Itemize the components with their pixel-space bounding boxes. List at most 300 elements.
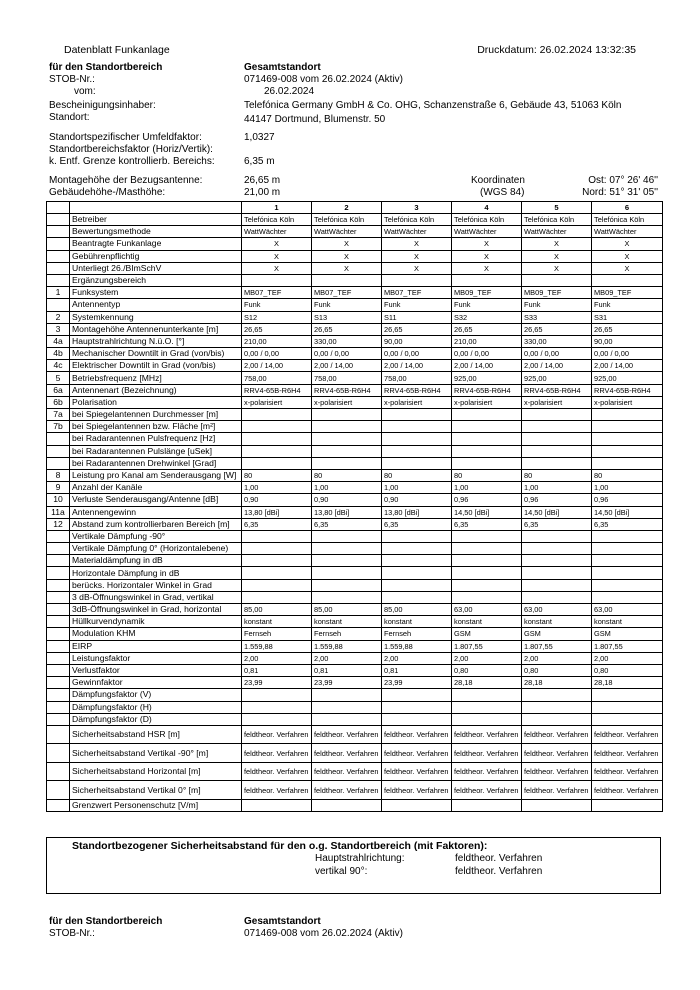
table-row xyxy=(47,396,663,408)
data-cell: WattWächter xyxy=(242,226,312,238)
row-label: Unterliegt 26./BImSchV xyxy=(70,262,242,274)
row-number xyxy=(47,238,70,250)
data-cell: Funk xyxy=(382,299,452,311)
data-cell xyxy=(382,445,452,457)
data-cell xyxy=(452,457,522,469)
row-number: 6a xyxy=(47,384,70,396)
data-cell xyxy=(522,543,592,555)
data-cell: konstant xyxy=(522,616,592,628)
data-cell: 0,00 / 0,00 xyxy=(382,348,452,360)
summary-vertical-value: feldtheor. Verfahren xyxy=(455,866,543,877)
data-cell: 758,00 xyxy=(382,372,452,384)
header-num-cell xyxy=(47,202,70,214)
antenna-data-table xyxy=(46,201,663,812)
header-label-cell xyxy=(70,202,242,214)
row-number: 7a xyxy=(47,409,70,421)
data-cell: S12 xyxy=(242,311,312,323)
data-cell xyxy=(242,689,312,701)
row-label: bei Radarantennen Pulslänge [uSek] xyxy=(70,445,242,457)
data-cell: 0,80 xyxy=(522,664,592,676)
table-row xyxy=(47,543,663,555)
data-cell: feldtheor. Verfahren xyxy=(382,744,452,763)
data-cell: 0,90 xyxy=(382,494,452,506)
table-row xyxy=(47,640,663,652)
data-cell: 0,00 / 0,00 xyxy=(312,348,382,360)
row-label: Vertikale Dämpfung 0° (Horizontalebene) xyxy=(70,543,242,555)
data-cell: X xyxy=(452,262,522,274)
data-cell: X xyxy=(242,238,312,250)
data-cell: konstant xyxy=(242,616,312,628)
data-cell xyxy=(592,701,663,713)
data-cell: 1,00 xyxy=(382,482,452,494)
data-cell xyxy=(452,555,522,567)
data-cell: 925,00 xyxy=(452,372,522,384)
data-cell: feldtheor. Verfahren xyxy=(242,781,312,800)
data-cell: Funk xyxy=(242,299,312,311)
data-cell: 26,65 xyxy=(452,323,522,335)
stob-label: STOB-Nr.: xyxy=(49,74,95,85)
data-cell: Telefónica Köln xyxy=(452,214,522,226)
data-cell: Telefónica Köln xyxy=(242,214,312,226)
row-label: Hauptstrahlrichtung N.ü.O. [°] xyxy=(70,335,242,347)
data-cell xyxy=(592,591,663,603)
data-cell: S31 xyxy=(592,311,663,323)
data-cell xyxy=(242,433,312,445)
data-cell xyxy=(522,579,592,591)
data-cell: Funk xyxy=(522,299,592,311)
data-cell: RRV4-65B-R6H4 xyxy=(382,384,452,396)
data-cell: feldtheor. Verfahren xyxy=(382,781,452,800)
row-label: Verluste Senderausgang/Antenne [dB] xyxy=(70,494,242,506)
row-number xyxy=(47,567,70,579)
data-cell: 13,80 [dBi] xyxy=(312,506,382,518)
data-cell: 80 xyxy=(452,469,522,481)
data-cell xyxy=(522,457,592,469)
data-cell xyxy=(452,421,522,433)
data-cell xyxy=(382,409,452,421)
data-cell xyxy=(242,701,312,713)
data-cell: Telefónica Köln xyxy=(522,214,592,226)
row-label: Leistungsfaktor xyxy=(70,652,242,664)
row-label: Dämpfungsfaktor (V) xyxy=(70,689,242,701)
table-row xyxy=(47,323,663,335)
data-cell xyxy=(522,274,592,286)
table-row xyxy=(47,591,663,603)
column-header: 1 xyxy=(242,202,312,214)
data-cell: 0,90 xyxy=(242,494,312,506)
row-label: Betriebsfrequenz [MHz] xyxy=(70,372,242,384)
footer-site-area-title: für den Standortbereich xyxy=(49,916,163,927)
data-cell: 80 xyxy=(382,469,452,481)
table-row xyxy=(47,713,663,725)
data-cell: 63,00 xyxy=(452,604,522,616)
data-cell: 6,35 xyxy=(522,518,592,530)
table-row xyxy=(47,762,663,781)
data-cell xyxy=(242,274,312,286)
table-row xyxy=(47,530,663,542)
site-area-title: für den Standortbereich xyxy=(49,62,163,73)
data-cell: 210,00 xyxy=(242,335,312,347)
row-label: Antennenart (Bezeichnung) xyxy=(70,384,242,396)
document-title: Datenblatt Funkanlage xyxy=(64,44,170,56)
table-row xyxy=(47,579,663,591)
data-cell: 2,00 xyxy=(382,652,452,664)
table-row xyxy=(47,744,663,763)
row-label: Anzahl der Kanäle xyxy=(70,482,242,494)
data-cell xyxy=(382,543,452,555)
row-label: Elektrischer Downtilt in Grad (von/bis) xyxy=(70,360,242,372)
data-cell xyxy=(382,555,452,567)
data-cell xyxy=(242,543,312,555)
coordinates-label: Koordinaten xyxy=(471,175,525,186)
data-cell: 80 xyxy=(522,469,592,481)
vom-value: 26.02.2024 xyxy=(264,86,315,97)
data-cell: 2,00 / 14,00 xyxy=(242,360,312,372)
data-cell xyxy=(522,713,592,725)
data-cell: WattWächter xyxy=(522,226,592,238)
data-cell: 2,00 xyxy=(592,652,663,664)
building-height-value: 21,00 m xyxy=(244,187,281,198)
table-row xyxy=(47,445,663,457)
row-number xyxy=(47,713,70,725)
data-cell xyxy=(312,274,382,286)
data-cell: 1,00 xyxy=(312,482,382,494)
data-cell: 14,50 [dBi] xyxy=(452,506,522,518)
data-cell xyxy=(592,543,663,555)
table-row xyxy=(47,628,663,640)
data-cell: X xyxy=(452,250,522,262)
data-cell: x-polarisiert xyxy=(312,396,382,408)
data-cell: MB09_TEF xyxy=(592,287,663,299)
table-row xyxy=(47,274,663,286)
data-cell xyxy=(592,579,663,591)
data-cell: 2,00 / 14,00 xyxy=(592,360,663,372)
data-cell: X xyxy=(452,238,522,250)
row-number xyxy=(47,457,70,469)
row-label: Bewertungsmethode xyxy=(70,226,242,238)
data-cell: 2,00 / 14,00 xyxy=(452,360,522,372)
data-cell: X xyxy=(312,250,382,262)
data-cell xyxy=(242,421,312,433)
holder-value: Telefónica Germany GmbH & Co. OHG, Schanzenstraße 6, Gebäude 43, 51063 Köln xyxy=(244,100,622,111)
data-cell: RRV4-65B-R6H4 xyxy=(312,384,382,396)
row-label: Polarisation xyxy=(70,396,242,408)
data-cell: 6,35 xyxy=(312,518,382,530)
data-cell: 0,96 xyxy=(522,494,592,506)
data-cell: Telefónica Köln xyxy=(382,214,452,226)
data-cell: 1.807,55 xyxy=(592,640,663,652)
table-row xyxy=(47,335,663,347)
data-cell: 1.559,88 xyxy=(382,640,452,652)
column-header: 5 xyxy=(522,202,592,214)
row-number: 8 xyxy=(47,469,70,481)
row-label: Sicherheitsabstand HSR [m] xyxy=(70,725,242,744)
table-row xyxy=(47,287,663,299)
data-cell xyxy=(452,433,522,445)
row-number: 11a xyxy=(47,506,70,518)
row-label: bei Spiegelantennen bzw. Fläche [m²] xyxy=(70,421,242,433)
data-cell: feldtheor. Verfahren xyxy=(382,725,452,744)
data-cell xyxy=(382,799,452,811)
data-cell: feldtheor. Verfahren xyxy=(522,781,592,800)
data-cell: 80 xyxy=(312,469,382,481)
row-number xyxy=(47,262,70,274)
data-cell xyxy=(242,457,312,469)
data-cell: 0,90 xyxy=(312,494,382,506)
data-cell: Funk xyxy=(452,299,522,311)
table-row xyxy=(47,214,663,226)
data-cell: 0,80 xyxy=(592,664,663,676)
data-cell: MB09_TEF xyxy=(522,287,592,299)
data-cell: 85,00 xyxy=(312,604,382,616)
data-cell: S13 xyxy=(312,311,382,323)
data-cell xyxy=(242,579,312,591)
data-cell: konstant xyxy=(592,616,663,628)
table-body xyxy=(47,202,663,812)
table-row xyxy=(47,433,663,445)
data-cell xyxy=(312,591,382,603)
row-number xyxy=(47,555,70,567)
data-cell: 63,00 xyxy=(522,604,592,616)
row-label: Ergänzungsbereich xyxy=(70,274,242,286)
data-cell xyxy=(522,555,592,567)
data-cell: X xyxy=(522,262,592,274)
row-number xyxy=(47,799,70,811)
data-cell: X xyxy=(242,250,312,262)
data-cell: 28,18 xyxy=(592,677,663,689)
location-label: Standort: xyxy=(49,112,90,123)
data-cell: RRV4-65B-R6H4 xyxy=(592,384,663,396)
data-cell xyxy=(522,421,592,433)
data-cell xyxy=(382,433,452,445)
data-cell: 23,99 xyxy=(242,677,312,689)
data-cell: Telefónica Köln xyxy=(312,214,382,226)
data-cell: WattWächter xyxy=(382,226,452,238)
data-cell xyxy=(312,713,382,725)
data-cell: 85,00 xyxy=(382,604,452,616)
row-number xyxy=(47,762,70,781)
data-cell xyxy=(592,421,663,433)
row-label: bei Radarantennen Pulsfrequenz [Hz] xyxy=(70,433,242,445)
row-label: Grenzwert Personenschutz [V/m] xyxy=(70,799,242,811)
data-cell: 28,18 xyxy=(522,677,592,689)
table-row xyxy=(47,360,663,372)
data-cell xyxy=(242,555,312,567)
row-number xyxy=(47,226,70,238)
coordinate-east: Ost: 07° 26' 46'' xyxy=(588,175,658,186)
column-header: 4 xyxy=(452,202,522,214)
data-cell: 13,80 [dBi] xyxy=(242,506,312,518)
row-number: 3 xyxy=(47,323,70,335)
data-cell: x-polarisiert xyxy=(522,396,592,408)
data-cell: 90,00 xyxy=(382,335,452,347)
row-number: 4a xyxy=(47,335,70,347)
data-cell: X xyxy=(312,238,382,250)
data-cell: 925,00 xyxy=(522,372,592,384)
data-cell: S11 xyxy=(382,311,452,323)
data-cell: 80 xyxy=(242,469,312,481)
table-row xyxy=(47,781,663,800)
data-cell: X xyxy=(522,250,592,262)
row-number xyxy=(47,640,70,652)
row-label: 3dB-Öffnungswinkel in Grad, horizontal xyxy=(70,604,242,616)
row-label: Funksystem xyxy=(70,287,242,299)
data-cell: feldtheor. Verfahren xyxy=(592,744,663,763)
data-cell: 1,00 xyxy=(522,482,592,494)
data-cell: RRV4-65B-R6H4 xyxy=(522,384,592,396)
data-cell: 1,00 xyxy=(592,482,663,494)
data-cell: 85,00 xyxy=(242,604,312,616)
row-number: 4b xyxy=(47,348,70,360)
row-number: 2 xyxy=(47,311,70,323)
row-number: 1 xyxy=(47,287,70,299)
data-cell xyxy=(312,689,382,701)
data-cell: feldtheor. Verfahren xyxy=(312,762,382,781)
table-row xyxy=(47,421,663,433)
data-cell xyxy=(592,555,663,567)
table-row xyxy=(47,250,663,262)
data-cell: feldtheor. Verfahren xyxy=(382,762,452,781)
row-label: Systemkennung xyxy=(70,311,242,323)
data-cell: x-polarisiert xyxy=(452,396,522,408)
data-cell xyxy=(522,591,592,603)
row-label: Sicherheitsabstand Horizontal [m] xyxy=(70,762,242,781)
column-header: 3 xyxy=(382,202,452,214)
row-number xyxy=(47,689,70,701)
distance-value: 6,35 m xyxy=(244,156,275,167)
data-cell xyxy=(592,409,663,421)
row-label: Modulation KHM xyxy=(70,628,242,640)
data-cell: Fernseh xyxy=(242,628,312,640)
data-cell xyxy=(452,799,522,811)
row-label: Gewinnfaktor xyxy=(70,677,242,689)
table-row xyxy=(47,518,663,530)
table-row xyxy=(47,555,663,567)
table-row xyxy=(47,677,663,689)
data-cell: 2,00 / 14,00 xyxy=(522,360,592,372)
row-label: Beantragte Funkanlage xyxy=(70,238,242,250)
data-cell: 1,00 xyxy=(452,482,522,494)
data-cell xyxy=(452,591,522,603)
distance-label: k. Entf. Grenze kontrollierb. Bereichs: xyxy=(49,156,215,167)
data-cell xyxy=(242,530,312,542)
row-number xyxy=(47,579,70,591)
data-cell: X xyxy=(592,262,663,274)
table-row xyxy=(47,689,663,701)
column-header: 2 xyxy=(312,202,382,214)
table-row xyxy=(47,482,663,494)
table-row xyxy=(47,226,663,238)
data-cell: 1.559,88 xyxy=(312,640,382,652)
table-row xyxy=(47,652,663,664)
data-cell: 1,00 xyxy=(242,482,312,494)
data-cell xyxy=(592,445,663,457)
data-cell: 1.807,55 xyxy=(522,640,592,652)
row-number: 6b xyxy=(47,396,70,408)
data-cell: 0,00 / 0,00 xyxy=(592,348,663,360)
data-cell: feldtheor. Verfahren xyxy=(522,762,592,781)
data-cell: X xyxy=(382,238,452,250)
data-cell: 6,35 xyxy=(452,518,522,530)
data-cell: 2,00 / 14,00 xyxy=(382,360,452,372)
data-cell: 28,18 xyxy=(452,677,522,689)
data-cell xyxy=(452,579,522,591)
data-cell xyxy=(452,701,522,713)
row-label: Gebührenpflichtig xyxy=(70,250,242,262)
row-label: bei Spiegelantennen Durchmesser [m] xyxy=(70,409,242,421)
row-label: Mechanischer Downtilt in Grad (von/bis) xyxy=(70,348,242,360)
row-number: 4c xyxy=(47,360,70,372)
env-factor-label: Standortspezifischer Umfeldfaktor: xyxy=(49,132,202,143)
data-cell xyxy=(312,445,382,457)
data-cell: X xyxy=(312,262,382,274)
data-cell: feldtheor. Verfahren xyxy=(452,762,522,781)
row-number xyxy=(47,250,70,262)
data-cell xyxy=(312,543,382,555)
row-number xyxy=(47,299,70,311)
data-cell xyxy=(522,701,592,713)
data-cell: 210,00 xyxy=(452,335,522,347)
data-cell xyxy=(522,445,592,457)
row-number xyxy=(47,677,70,689)
footer-stob-value: 071469-008 vom 26.02.2024 (Aktiv) xyxy=(244,928,403,939)
data-cell: 90,00 xyxy=(592,335,663,347)
data-cell: 6,35 xyxy=(592,518,663,530)
data-cell: 23,99 xyxy=(312,677,382,689)
data-cell: feldtheor. Verfahren xyxy=(312,725,382,744)
data-cell: MB07_TEF xyxy=(312,287,382,299)
table-row xyxy=(47,299,663,311)
data-cell: WattWächter xyxy=(592,226,663,238)
safety-distance-summary xyxy=(46,837,661,894)
data-cell: feldtheor. Verfahren xyxy=(522,725,592,744)
data-cell: 0,96 xyxy=(592,494,663,506)
row-number xyxy=(47,604,70,616)
data-cell: 14,50 [dBi] xyxy=(522,506,592,518)
data-cell xyxy=(522,799,592,811)
data-cell xyxy=(452,409,522,421)
data-cell: RRV4-65B-R6H4 xyxy=(452,384,522,396)
coordinates-system: (WGS 84) xyxy=(480,187,525,198)
table-row xyxy=(47,409,663,421)
data-cell: feldtheor. Verfahren xyxy=(452,781,522,800)
data-cell xyxy=(312,457,382,469)
data-cell: MB09_TEF xyxy=(452,287,522,299)
data-cell xyxy=(312,433,382,445)
data-cell: feldtheor. Verfahren xyxy=(242,725,312,744)
row-label: Horizontale Dämpfung in dB xyxy=(70,567,242,579)
row-number xyxy=(47,701,70,713)
footer-total-site-title: Gesamtstandort xyxy=(244,916,321,927)
data-cell: 80 xyxy=(592,469,663,481)
data-cell: 0,00 / 0,00 xyxy=(452,348,522,360)
data-cell: 925,00 xyxy=(592,372,663,384)
data-cell xyxy=(312,567,382,579)
data-cell: 0,00 / 0,00 xyxy=(242,348,312,360)
row-number xyxy=(47,664,70,676)
table-row xyxy=(47,348,663,360)
table-row xyxy=(47,616,663,628)
row-label: Antennentyp xyxy=(70,299,242,311)
table-row xyxy=(47,384,663,396)
data-cell xyxy=(382,274,452,286)
row-number xyxy=(47,543,70,555)
data-cell: feldtheor. Verfahren xyxy=(592,762,663,781)
data-cell: X xyxy=(242,262,312,274)
data-cell xyxy=(592,799,663,811)
data-cell: X xyxy=(522,238,592,250)
data-cell: feldtheor. Verfahren xyxy=(312,744,382,763)
